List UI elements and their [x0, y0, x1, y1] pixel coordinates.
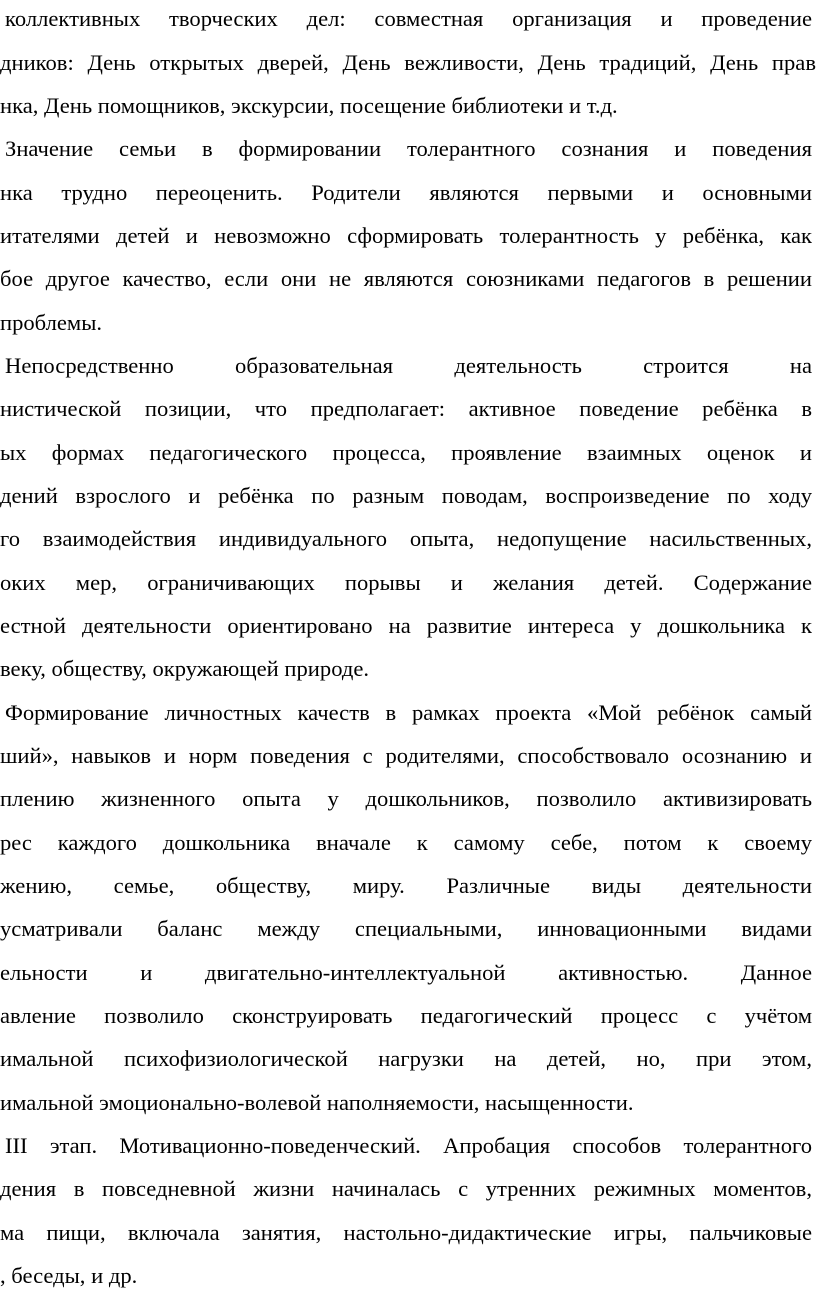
text-line: ма пищи, включала занятия, настольно-дидактические игры, пальчиковые: [0, 1220, 812, 1245]
text-line: усматривали баланс между специальными, инновационными видами: [0, 916, 812, 941]
text-line: авление позволило сконструировать педагогический процесс с учётом: [0, 1003, 812, 1028]
text-line: имальной психофизиологической нагрузки на детей, но, при этом,: [0, 1046, 812, 1071]
text-line: нка, День помощников, экскурсии, посещение библиотеки и т.д.: [0, 93, 618, 118]
text-line: ельности и двигательно-интеллектуальной активностью. Данное: [0, 960, 812, 985]
text-line: плению жизненного опыта у дошкольников, позволило активизировать: [0, 786, 812, 811]
text-line: проблемы.: [0, 310, 103, 335]
text-line: III этап. Мотивационно-поведенческий. Апробация способов толерантного: [5, 1133, 812, 1158]
text-line: дников: День открытых дверей, День вежливости, День традиций, День прав: [0, 50, 816, 75]
text-line: Непосредственно образовательная деятельность строится на: [5, 353, 812, 378]
text-line: коллективных творческих дел: совместная организация и проведение: [5, 6, 812, 31]
text-line: нка трудно переоценить. Родители являются первыми и основными: [0, 180, 812, 205]
text-line: ший», навыков и норм поведения с родителями, способствовало осознанию и: [0, 743, 812, 768]
text-line: нистической позиции, что предполагает: активное поведение ребёнка в: [0, 396, 812, 421]
text-line: оких мер, ограничивающих порывы и желания детей. Содержание: [0, 570, 812, 595]
text-line: бое другое качество, если они не являются союзниками педагогов в решении: [0, 266, 812, 291]
text-line: веку, обществу, окружающей природе.: [0, 656, 370, 681]
text-line: рес каждого дошкольника вначале к самому себе, потом к своему: [0, 830, 812, 855]
text-line: имальной эмоционально-волевой наполняемости, насыщенности.: [0, 1090, 634, 1115]
text-line: Значение семьи в формировании толерантного сознания и поведения: [5, 136, 812, 161]
text-line: дения в повседневной жизни начиналась с утренних режимных моментов,: [0, 1176, 812, 1201]
text-line: , беседы, и др.: [0, 1263, 138, 1288]
text-line: итателями детей и невозможно сформировать толерантность у ребёнка, как: [0, 223, 812, 248]
text-line: ых формах педагогического процесса, проявление взаимных оценок и: [0, 440, 812, 465]
text-line: дений взрослого и ребёнка по разным поводам, воспроизведение по ходу: [0, 483, 812, 508]
text-line: естной деятельности ориентировано на развитие интереса у дошкольника к: [0, 613, 812, 638]
text-line: жению, семье, обществу, миру. Различные виды деятельности: [0, 873, 812, 898]
text-line: го взаимодействия индивидуального опыта, недопущение насильственных,: [0, 526, 812, 551]
text-line: Формирование личностных качеств в рамках проекта «Мой ребёнок самый: [5, 700, 812, 725]
